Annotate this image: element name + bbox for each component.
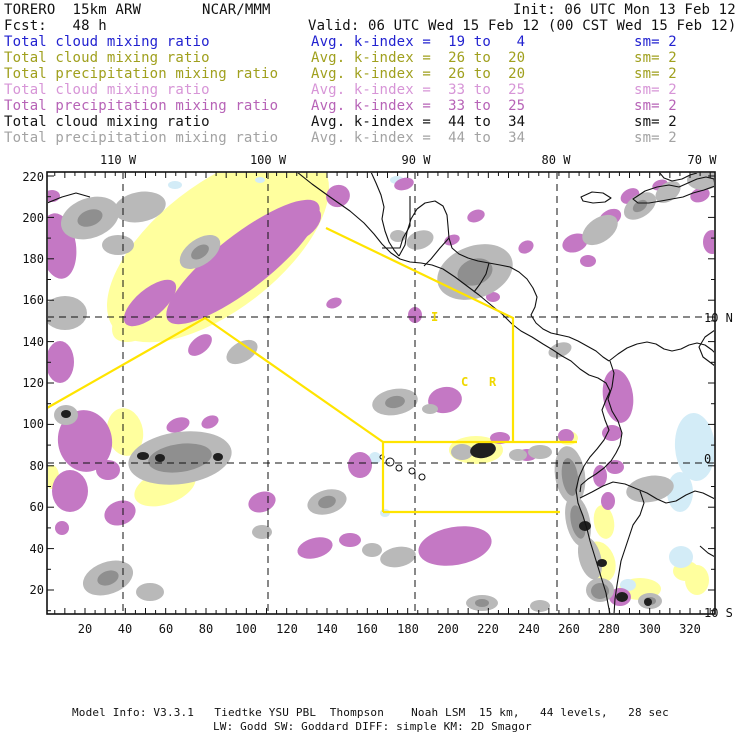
- axis-label-left: 60: [29, 500, 44, 514]
- axis-label-bottom: 280: [598, 622, 620, 636]
- legend-sm-value-1: sm= 2: [634, 50, 677, 66]
- valid-time: Valid: 06 UTC Wed 15 Feb 12 (00 CST Wed 15 Feb 12): [308, 18, 737, 34]
- field-blob: [222, 335, 261, 369]
- axis-label-top: 100 W: [249, 153, 287, 167]
- field-blob: [415, 521, 494, 571]
- field-blob: [43, 296, 87, 330]
- axis-label-bottom: 180: [397, 622, 419, 636]
- contour-ring: [386, 458, 394, 466]
- legend-variable-label-2: Total precipitation mixing ratio: [4, 66, 279, 82]
- field-blob: [644, 598, 652, 606]
- axis-label-right: 0: [704, 452, 712, 466]
- field-blob: [379, 544, 418, 570]
- axis-label-left: 80: [29, 459, 44, 473]
- axis-label-bottom: 300: [639, 622, 661, 636]
- coastline-path: [609, 342, 715, 361]
- axis-label-top: 110 W: [99, 153, 137, 167]
- model-info-line1: Model Info: V3.3.1 Tiedtke YSU PBL Thompson Noah LSM 15 km, 44 levels, 28 sec: [72, 706, 669, 719]
- field-blob: [685, 565, 709, 595]
- map-markers: [431, 310, 497, 389]
- axis-label-bottom: 80: [198, 622, 214, 636]
- axis-label-top: 80 W: [541, 153, 571, 167]
- axis-label-left: 220: [22, 170, 44, 184]
- field-blob: [404, 227, 436, 253]
- axis-label-left: 100: [22, 417, 44, 431]
- field-blob: [624, 472, 676, 506]
- field-blob: [546, 339, 573, 360]
- init-time: Init: 06 UTC Mon 13 Feb 12: [513, 2, 736, 18]
- field-blob: [102, 235, 134, 255]
- field-blob: [530, 600, 550, 612]
- model-title: TORERO 15km ARW: [4, 2, 142, 18]
- legend-sm-value-6: sm= 2: [634, 130, 677, 146]
- field-blob: [451, 444, 473, 460]
- axis-label-left: 40: [29, 542, 44, 556]
- legend-sm-value-5: sm= 2: [634, 114, 677, 130]
- axis-label-top: 70 W: [687, 153, 717, 167]
- field-blob: [516, 238, 536, 256]
- field-blob: [703, 230, 721, 254]
- map-marker-I: I: [431, 310, 439, 324]
- legend-kindex-stats-2: Avg. k-index = 26 to 20: [311, 66, 526, 82]
- field-blobs: [36, 116, 721, 612]
- field-blob: [52, 470, 88, 512]
- field-blob: [422, 404, 438, 414]
- field-blob: [339, 533, 361, 547]
- coastline-path: [700, 546, 715, 557]
- legend-variable-label-4: Total precipitation mixing ratio: [4, 98, 279, 114]
- field-blob: [616, 592, 628, 602]
- axis-label-left: 140: [22, 335, 44, 349]
- contour-ring: [419, 474, 425, 480]
- axis-label-right: 10 S: [704, 606, 733, 620]
- legend-kindex-stats-4: Avg. k-index = 33 to 25: [311, 98, 526, 114]
- field-blob: [597, 559, 607, 567]
- field-blob: [443, 233, 461, 248]
- legend-variable-label-5: Total cloud mixing ratio: [4, 114, 210, 130]
- axis-label-left: 120: [22, 376, 44, 390]
- axis-label-bottom: 260: [558, 622, 580, 636]
- legend-variable-label-0: Total cloud mixing ratio: [4, 34, 210, 50]
- legend-sm-value-2: sm= 2: [634, 66, 677, 82]
- field-blob: [362, 543, 382, 557]
- legend-kindex-stats-5: Avg. k-index = 44 to 34: [311, 114, 526, 130]
- map-inner: [36, 116, 721, 614]
- field-blob: [465, 207, 486, 224]
- legend-kindex-stats-3: Avg. k-index = 33 to 25: [311, 82, 526, 98]
- axis-label-left: 180: [22, 252, 44, 266]
- contour-ring: [396, 465, 402, 471]
- axis-label-left: 160: [22, 293, 44, 307]
- axis-label-bottom: 60: [158, 622, 174, 636]
- axis-label-left: 20: [29, 583, 44, 597]
- axis-label-bottom: 160: [356, 622, 378, 636]
- field-blob: [252, 525, 272, 539]
- axis-label-bottom: 40: [117, 622, 133, 636]
- axis-label-bottom: 100: [235, 622, 257, 636]
- legend-variable-label-3: Total cloud mixing ratio: [4, 82, 210, 98]
- field-blob: [137, 452, 149, 460]
- axis-label-bottom: 120: [276, 622, 298, 636]
- field-blob: [255, 177, 265, 183]
- axis-label-bottom: 320: [679, 622, 701, 636]
- field-blob: [101, 496, 139, 529]
- legend-kindex-stats-0: Avg. k-index = 19 to 4: [311, 34, 526, 50]
- legend-sm-value-3: sm= 2: [634, 82, 677, 98]
- field-blob: [245, 488, 278, 516]
- field-blob: [673, 412, 718, 483]
- org-label: NCAR/MMM: [202, 2, 271, 18]
- legend-kindex-stats-6: Avg. k-index = 44 to 34: [311, 130, 526, 146]
- field-blob: [348, 452, 372, 478]
- field-blob: [136, 583, 164, 601]
- field-blob: [601, 492, 615, 510]
- field-blob: [528, 445, 552, 459]
- field-blob: [199, 413, 220, 431]
- axis-label-bottom: 240: [518, 622, 540, 636]
- axis-label-left: 200: [22, 211, 44, 225]
- field-blob: [599, 367, 636, 425]
- field-blob: [213, 453, 223, 461]
- field-blob: [155, 454, 165, 462]
- contour-ring: [409, 468, 415, 474]
- map-marker-R: R: [489, 375, 497, 389]
- legend-sm-value-0: sm= 2: [634, 34, 677, 50]
- legend-kindex-stats-1: Avg. k-index = 26 to 20: [311, 50, 526, 66]
- field-blob: [61, 410, 71, 418]
- field-blob: [55, 521, 69, 535]
- field-blob: [669, 546, 693, 568]
- field-blob: [606, 460, 624, 474]
- axis-label-bottom: 140: [316, 622, 338, 636]
- field-blob: [509, 449, 527, 461]
- field-blob: [475, 599, 489, 607]
- axis-label-right: 10 N: [704, 311, 733, 325]
- field-blob: [325, 296, 343, 311]
- coastline-path: [581, 192, 611, 203]
- field-blob: [580, 255, 596, 267]
- fcst-lead: Fcst: 48 h: [4, 18, 107, 34]
- map-marker-C: C: [461, 375, 469, 389]
- field-blob: [168, 181, 182, 189]
- legend-variable-label-6: Total precipitation mixing ratio: [4, 130, 279, 146]
- legend-sm-value-4: sm= 2: [634, 98, 677, 114]
- axis-label-bottom: 200: [437, 622, 459, 636]
- axis-label-bottom: 220: [477, 622, 499, 636]
- model-info-line2: LW: Godd SW: Goddard DIFF: simple KM: 2D Smagor: [213, 720, 532, 733]
- axis-label-top: 90 W: [401, 153, 431, 167]
- field-blob: [593, 465, 607, 487]
- axis-label-bottom: 20: [77, 622, 93, 636]
- field-blob: [295, 534, 335, 563]
- legend-variable-label-1: Total cloud mixing ratio: [4, 50, 210, 66]
- coastline-path: [699, 330, 715, 366]
- field-blob: [591, 504, 617, 541]
